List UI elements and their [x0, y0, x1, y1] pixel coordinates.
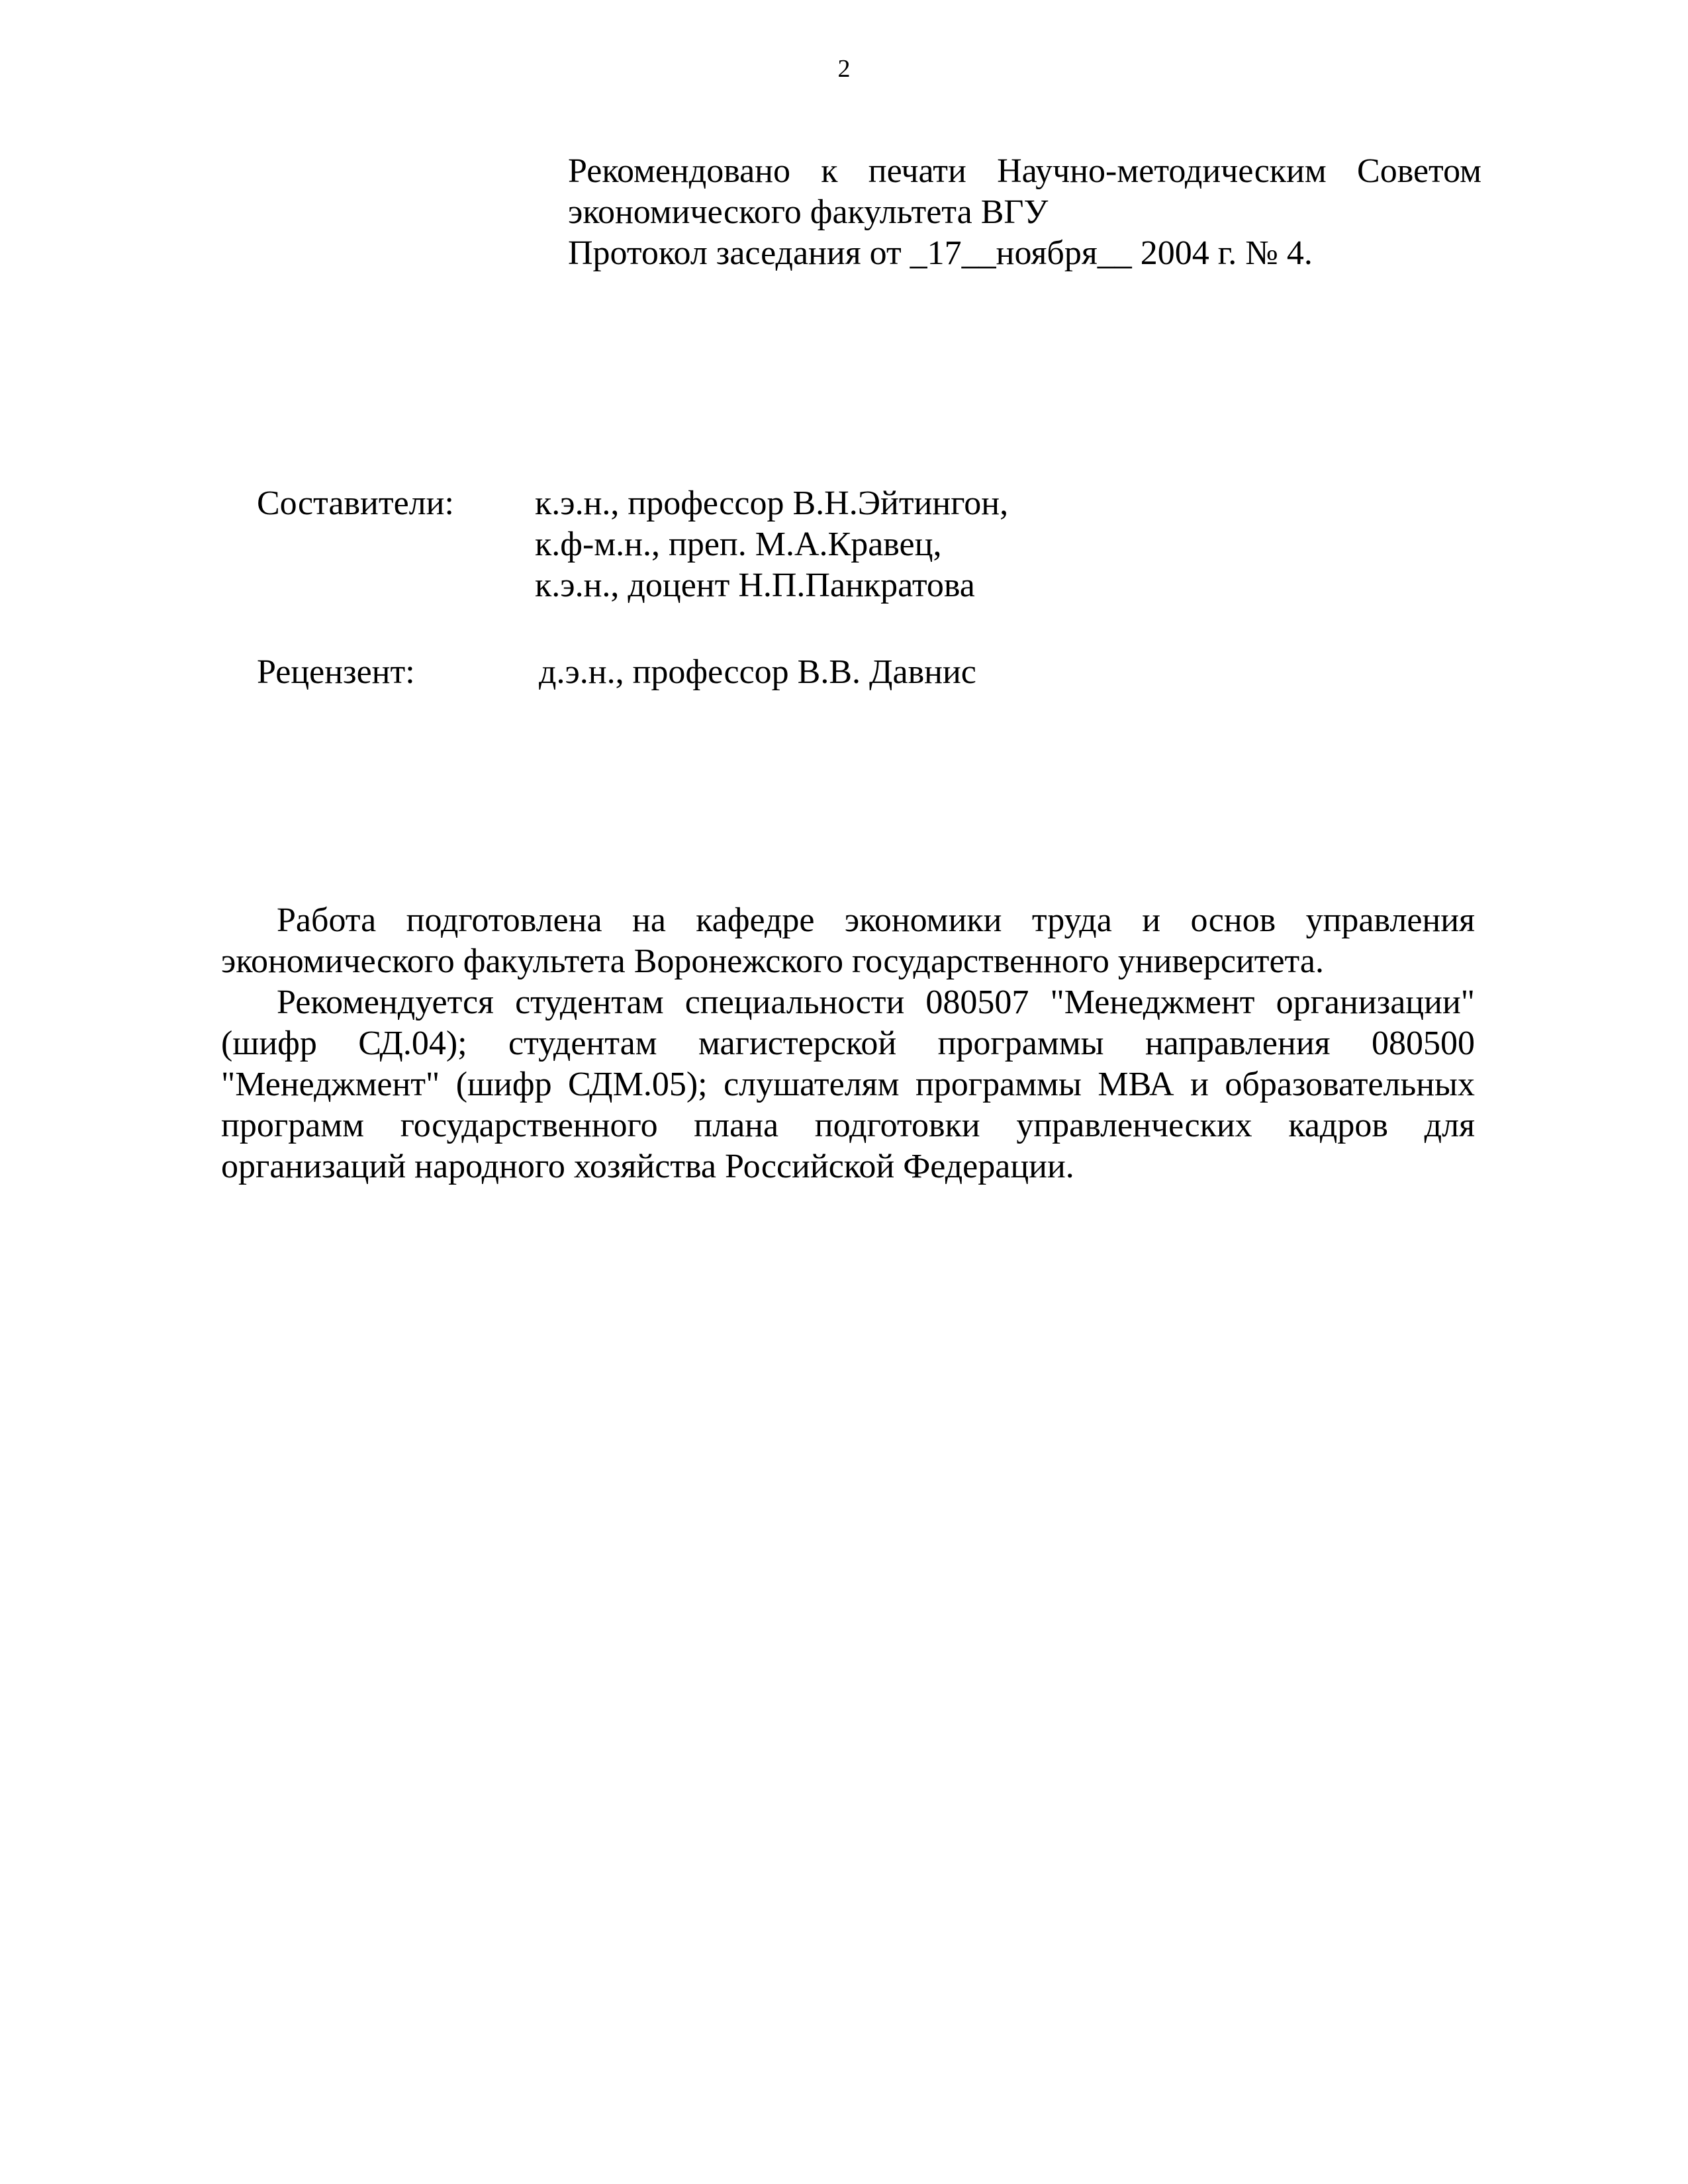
authors-block — [257, 483, 1008, 606]
page-number: 2 — [837, 55, 851, 83]
approval-line-1: Рекомендовано к печати Научно-методическим Советом — [568, 152, 1481, 190]
approval-line-3: Протокол заседания от _17__ноября__ 2004 г. № 4. — [568, 234, 1313, 272]
author-name-3: к.э.н., доцент Н.П.Панкратова — [535, 567, 975, 604]
body-paragraph-1: Работа подготовлена на кафедре экономики труда и основ управления экономического факультета Воронежского государственного университета. — [221, 901, 1475, 980]
author-name-2: к.ф-м.н., преп. М.А.Кравец, — [535, 525, 942, 563]
author-name-1: к.э.н., профессор В.Н.Эйтингон, — [535, 484, 1009, 522]
reviewer-label: Рецензент: — [257, 653, 415, 691]
body-paragraph-2: Рекомендуется студентам специальности 080507 "Менеджмент организации" (шифр СД.04); студентам магистерской программы направления 080500 "Менеджмент" (шифр СДМ.05); слушателям программы МВА и образовательных программ государственного плана подготовки управленческих кадров для организаций народного хозяйства Российской Федерации. — [221, 983, 1475, 1185]
authors-label: Составители: — [257, 484, 454, 522]
approval-block — [568, 151, 1481, 274]
reviewer-block — [257, 652, 976, 693]
approval-line-2: экономического факультета ВГУ — [568, 193, 1049, 231]
body-text — [221, 900, 1475, 1187]
reviewer-name: д.э.н., профессор В.В. Давнис — [539, 653, 976, 691]
